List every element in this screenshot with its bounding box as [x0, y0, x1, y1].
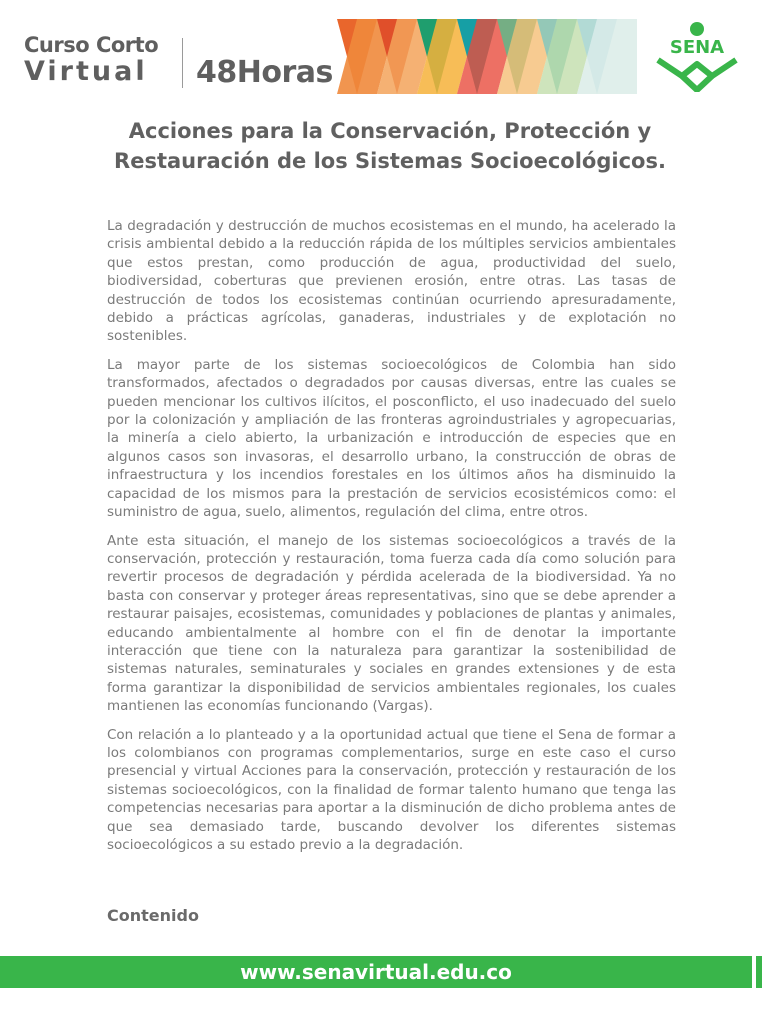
footer-url: www.senavirtual.edu.co [240, 960, 512, 984]
document-body [107, 217, 676, 864]
decorative-mosaic-banner [337, 19, 637, 94]
footer-edge-accent [756, 956, 762, 988]
brand-line-2: Virtual [24, 56, 148, 87]
course-duration: 48Horas [196, 55, 333, 90]
footer-banner [0, 956, 752, 988]
paragraph: Ante esta situación, el manejo de los sistemas socioecológicos a través de la conservación, protección y restauración, toma fuerza cada día como solución para revertir procesos de degradación y pérdida acelerada de la biodiversidad. Ya no basta con conservar y proteger áreas representativas, sino que se debe aprender a restaurar paisajes, ecosistemas, comunidades y poblaciones de plantas y animales, educando ambientalmente al hombre con el fin de denotar la importante interacción que tiene con la naturaleza para garantizar la sostenibilidad de sistemas naturales, seminaturales y sociales en grandes extensiones y de esta forma garantizar la disponibilidad de servicios ambientales regionales, los cuales mantienen las economías funcionando (Vargas). [107, 532, 676, 715]
page-header [0, 0, 768, 105]
brand-divider [182, 38, 183, 88]
paragraph: La degradación y destrucción de muchos ecosistemas en el mundo, ha acelerado la crisis ambiental debido a la reducción rápida de los múltiples servicios ambientales que estos prestan, como producción de agua, productividad del suelo, biodiversidad, coberturas que previenen erosión, entre otras. Las tasas de destrucción de todos los ecosistemas continúan ocurriendo apresuradamente, debido a prácticas agrícolas, ganaderas, industriales y de explotación no sostenibles. [107, 218, 676, 345]
paragraph: La mayor parte de los sistemas socioecológicos de Colombia han sido transformados, afectados o degradados por causas diversas, entre las cuales se pueden mencionar los cultivos ilícitos, el posconflicto, el uso inadecuado del suelo por la colonización y ampliación de las fronteras agroindustriales y agropecuarias, la minería a cielo abierto, la urbanización e introducción de especies que en algunos casos son invasoras, el desarrollo urbano, la construcción de obras de infraestructura y los incendios forestales en los últimos años ha disminuido la capacidad de los mismos para la prestación de servicios ecosistémicos como: el suministro de agua, suelo, alimentos, regulación del clima, entre otros. [107, 356, 676, 521]
brand-line-1: Curso Corto [24, 33, 159, 57]
course-brand [24, 33, 158, 87]
paragraph: Con relación a lo planteado y a la oportunidad actual que tiene el Sena de formar a los colombianos con programas complementarios, surge en este caso el curso presencial y virtual Acciones para la conservación, protección y restauración de los sistemas socioecológicos, con la finalidad de formar talento humano que tenga las competencias necesarias para aportar a la disminución de dicho problema antes de que sea demasiado tarde, buscando devolver los diferentes sistemas socioecológicos a su estado previo a la degradación. [107, 726, 676, 853]
contents-heading: Contenido [107, 906, 199, 925]
sena-logo-text: SENA [669, 37, 725, 58]
sena-logo [652, 20, 742, 92]
page-title: Acciones para la Conservación, Protección y Restauración de los Sistemas Socioecológicos. [114, 119, 666, 173]
